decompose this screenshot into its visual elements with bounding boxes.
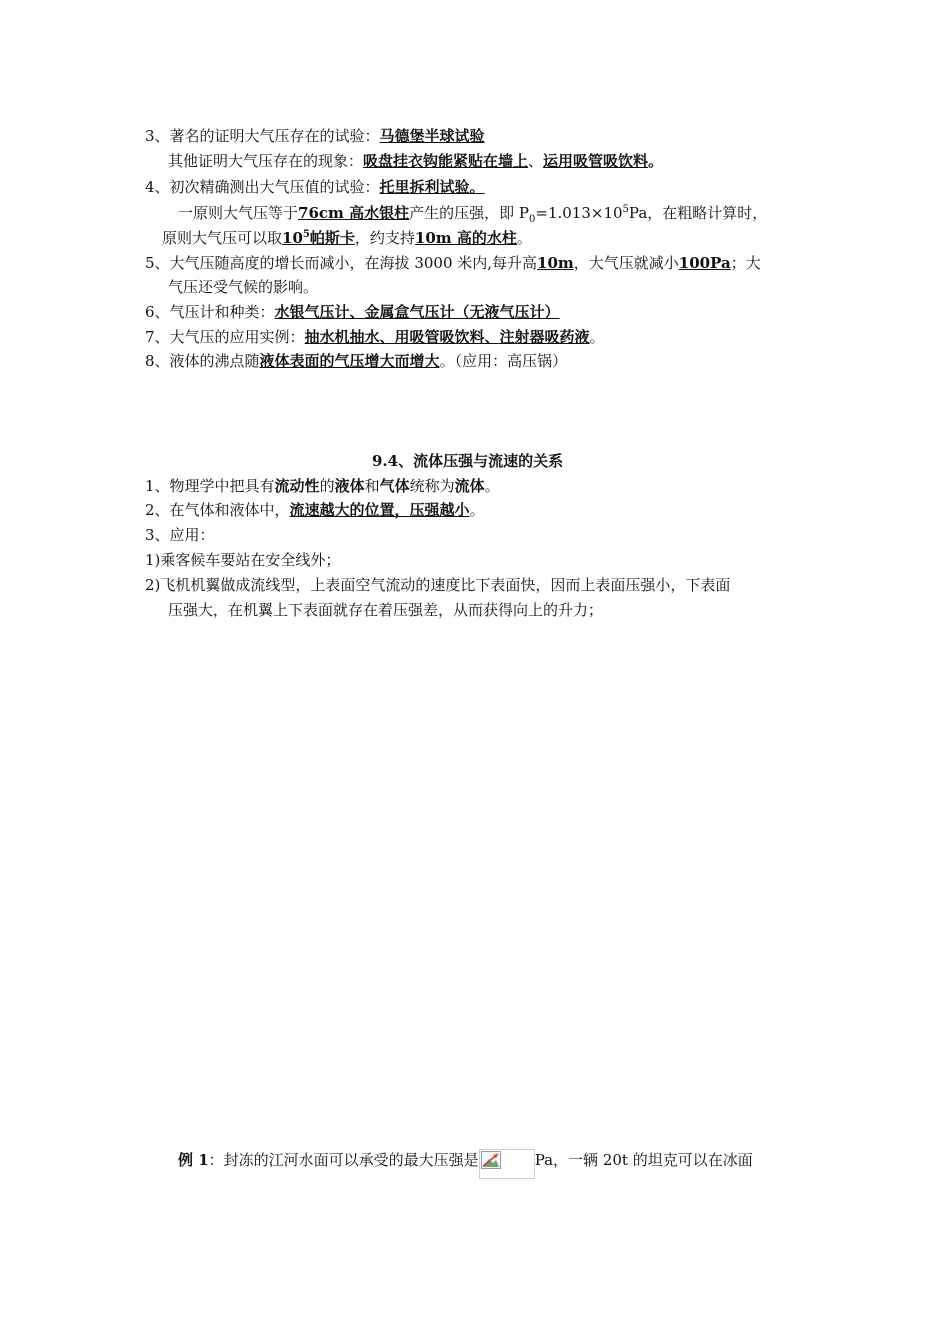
item-text: 8、液体的沸点随 [145, 352, 260, 370]
key-term: 10m 高的水柱 [414, 229, 517, 247]
item-text: 6、气压计和种类： [145, 303, 275, 321]
item-text: 1)乘客候车要站在安全线外； [145, 551, 341, 569]
pressure-item-3-other [168, 151, 663, 173]
item-text: 。 [516, 229, 532, 247]
key-term: 抽水机抽水、用吸管吸饮料、注射器吸药液 [304, 328, 590, 346]
fluid-item-1 [145, 476, 500, 498]
item-text: 气压还受气候的影响。 [168, 278, 319, 296]
key-term: 流体 [454, 477, 485, 495]
pressure-item-5 [145, 253, 761, 275]
item-text: 5、大气压随高度的增长而减小，在海拔 3000 米内,每升高 [145, 254, 538, 272]
fluid-item-2 [145, 500, 485, 522]
item-text: 其他证明大气压存在的现象： [168, 152, 364, 170]
item-text: 一原则大气压等于 [178, 204, 299, 222]
key-term: 76cm 高水银柱 [298, 204, 410, 222]
superscript: 5 [302, 229, 310, 240]
pressure-item-4-detail-b [162, 228, 532, 250]
pressure-item-4 [145, 177, 485, 199]
fluid-application-1 [145, 550, 340, 572]
item-text: 的 [319, 477, 335, 495]
pressure-item-7 [145, 327, 605, 349]
pressure-item-5-cont [168, 277, 318, 299]
item-text: 、 [528, 152, 544, 170]
item-text: ，大气压就减小 [573, 254, 679, 272]
example-label: 例 1 [178, 1151, 209, 1169]
pressure-item-8 [145, 351, 567, 373]
item-text: ，约支持 [354, 229, 415, 247]
item-text: 2)飞机机翼做成流线型，上表面空气流动的速度比下表面快，因而上表面压强小，下表面 [145, 576, 731, 594]
fluid-application-2-cont [168, 600, 603, 622]
item-text: 3、著名的证明大气压存在的试验： [145, 127, 380, 145]
item-text: 原则大气压可以取 [162, 229, 283, 247]
item-text: Pa，一辆 20t 的坦克可以在冰面 [534, 1151, 753, 1169]
item-text: 。 [484, 477, 500, 495]
item-text: 和 [364, 477, 380, 495]
superscript: 5 [622, 204, 629, 215]
key-term: 气体 [379, 477, 410, 495]
key-term: 运用吸管吸饮料 [543, 152, 649, 170]
inline-image [479, 1149, 535, 1179]
fluid-application-2 [145, 575, 730, 597]
key-term: 流速越大的位置，压强越小 [289, 501, 470, 519]
example-1 [178, 1149, 753, 1183]
pressure-item-3 [145, 126, 485, 148]
key-term: 100Pa [678, 254, 731, 272]
key-term-base: 10 [282, 229, 303, 247]
item-text: 2、在气体和液体中， [145, 501, 290, 519]
item-text: ；大 [730, 254, 761, 272]
item-text: 压强大，在机翼上下表面就存在着压强差，从而获得向上的升力； [168, 601, 604, 619]
item-text: 。 [469, 501, 485, 519]
key-term: 10m [537, 254, 574, 272]
item-text: Pa，在粗略计算时， [628, 204, 768, 222]
item-text: ：封冻的江河水面可以承受的最大压强是 [208, 1151, 479, 1169]
item-text: =1.013×10 [535, 204, 623, 222]
item-text: 。（应用：高压锅） [439, 352, 568, 370]
section-heading [372, 451, 563, 473]
pressure-item-6 [145, 302, 560, 324]
broken-image-icon [481, 1151, 501, 1169]
key-term-rest: 帕斯卡 [309, 229, 355, 247]
item-text: 7、大气压的应用实例： [145, 328, 305, 346]
key-term: 液体表面的气压增大而增大 [259, 352, 440, 370]
pressure-item-4-detail-a [178, 203, 767, 225]
item-text: 统称为 [409, 477, 455, 495]
key-term: 吸盘挂衣钩能紧贴在墙上 [363, 152, 529, 170]
key-term [282, 229, 355, 247]
item-text: 。 [648, 152, 664, 170]
item-text: 4、初次精确测出大气压值的试验： [145, 178, 380, 196]
item-text: 产生的压强，即 P [409, 204, 529, 222]
key-term: 流动性 [274, 477, 320, 495]
subscript: 0 [529, 214, 536, 225]
item-text: 1、物理学中把具有 [145, 477, 275, 495]
item-text: 。 [589, 328, 605, 346]
key-term: 托里拆利试验。 [379, 178, 485, 196]
heading-text: 9.4、流体压强与流速的关系 [372, 452, 564, 470]
fluid-item-3 [145, 525, 215, 547]
key-term: 马德堡半球试验 [379, 127, 485, 145]
key-term: 液体 [334, 477, 365, 495]
item-text: 3、应用： [145, 526, 215, 544]
key-term: 水银气压计、金属盒气压计（无液气压计） [274, 303, 560, 321]
